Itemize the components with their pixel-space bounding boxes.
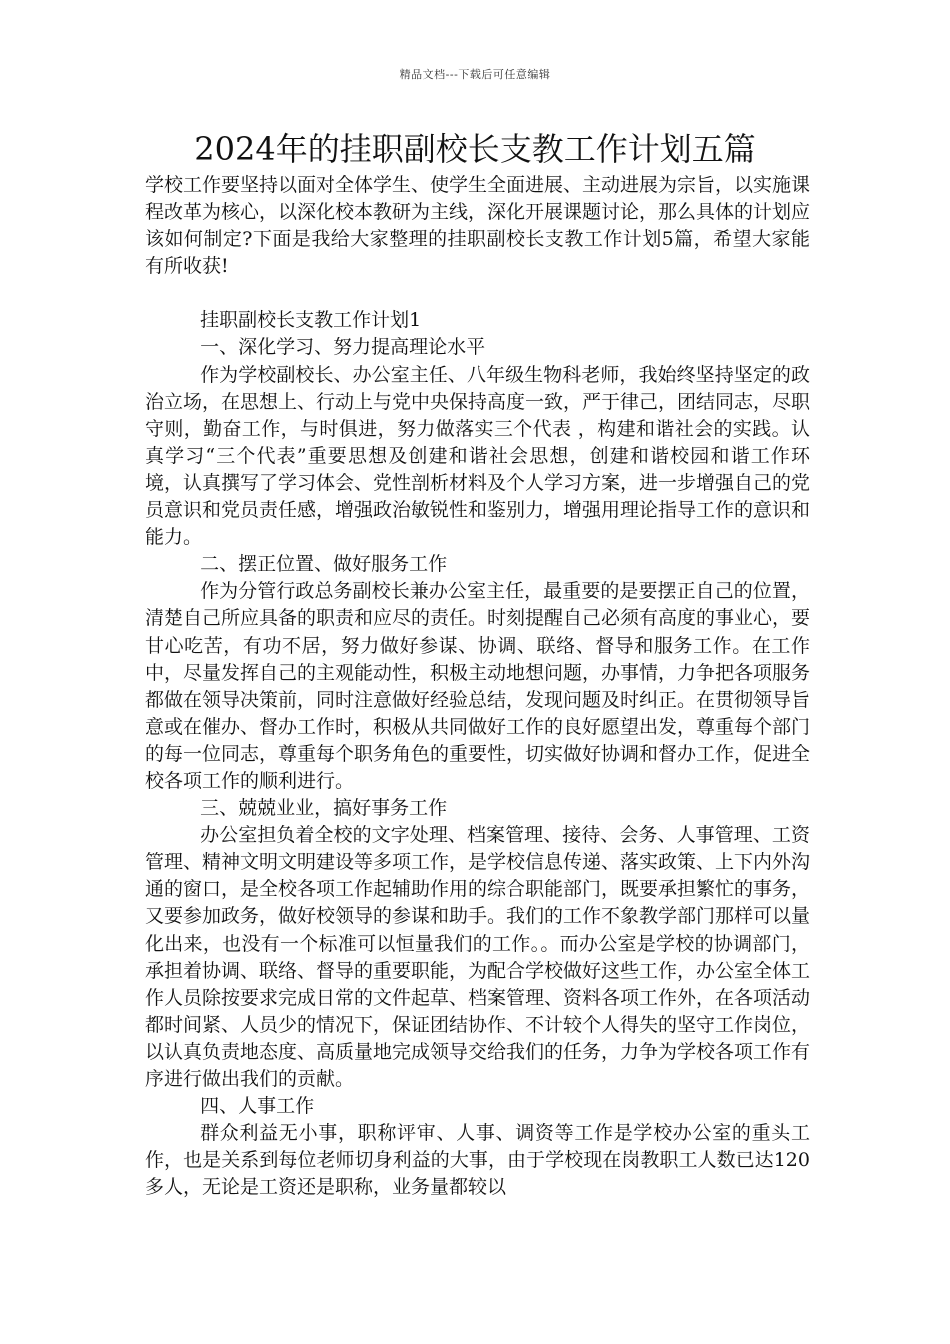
section-text-4: 群众利益无小事，职称评审、人事、调资等工作是学校办公室的重头工作，也是关系到每位老师切身利益的大事，由于学校现在岗教职工人数已达120多人，无论是工资还是职称，业务量都较以 <box>145 1122 810 1199</box>
page-header: 精品文档---下载后可任意编辑 <box>399 68 551 81</box>
section-text-3: 办公室担负着全校的文字处理、档案管理、接待、会务、人事管理、工资管理、精神文明文明建设等多项工作，是学校信息传递、落实政策、上下内外沟通的窗口，是全校各项工作起辅助作用的综合职能部门，既要承担繁忙的事务，又要参加政务，做好校领导的参谋和助手。我们的工作不象教学部门那样可以量化出来，也没有一个标准可以恒量我们的工作。。而办公室是学校的协调部门，承担着协调、联络、督导的重要职能，为配合学校做好这些工作，办公室全体工作人员除按要求完成日常的文件起草、档案管理、资料各项工作外，在各项活动都时间紧、人员少的情况下，保证团结协作、不计较个人得失的坚守工作岗位，以认真负责地态度、高质量地完成领导交给我们的任务，力争为学校各项工作有序进行做出我们的贡献。 <box>145 824 811 1090</box>
section-heading-3: 三、兢兢业业，搞好事务工作 <box>200 797 448 820</box>
plan-title: 挂职副校长支教工作计划1 <box>200 309 422 332</box>
paragraph-spacer <box>145 280 810 307</box>
intro-paragraph: 学校工作要坚持以面对全体学生、使学生全面进展、主动进展为宗旨，以实施课程改革为核心，以深化校本教研为主线，深化开展课题讨论，那么具体的计划应该如何制定?下面是我给大家整理的挂职副校长支教工作计划5篇，希望大家能有所收获! <box>145 174 811 278</box>
section-heading-1: 一、深化学习、努力提高理论水平 <box>200 336 486 359</box>
section-heading-2: 二、摆正位置、做好服务工作 <box>200 553 448 576</box>
section-heading-4: 四、人事工作 <box>200 1095 315 1118</box>
document-body <box>145 172 810 1201</box>
document-title: 2024年的挂职副校长支教工作计划五篇 <box>194 130 756 168</box>
section-text-2: 作为分管行政总务副校长兼办公室主任，最重要的是要摆正自己的位置，清楚自己所应具备的职责和应尽的责任。时刻提醒自己必须有高度的事业心，要甘心吃苦，有功不居，努力做好参谋、协调、联络、督导和服务工作。在工作中，尽量发挥自己的主观能动性，积极主动地想问题，办事情，力争把各项服务都做在领导决策前，同时注意做好经验总结，发现问题及时纠正。在贯彻领导旨意或在催办、督办工作时，积极从共同做好工作的良好愿望出发，尊重每个部门的每一位同志，尊重每个职务角色的重要性，切实做好协调和督办工作，促进全校各项工作的顺利进行。 <box>145 580 811 792</box>
section-text-1: 作为学校副校长、办公室主任、八年级生物科老师，我始终坚持坚定的政治立场，在思想上、行动上与党中央保持高度一致，严于律己，团结同志，尽职守则，勤奋工作，与时俱进，努力做落实三个代表 ，构建和谐社会的实践。认真学习“三个代表”重要思想及创建和谐社会思想，创建和谐校园和谐工作环境，认真撰写了学习体会、党性剖析材料及个人学习方案，进一步增强自己的党员意识和党员责任感，增强政治敏锐性和鉴别力，增强用理论指导工作的意识和能力。 <box>145 363 811 549</box>
